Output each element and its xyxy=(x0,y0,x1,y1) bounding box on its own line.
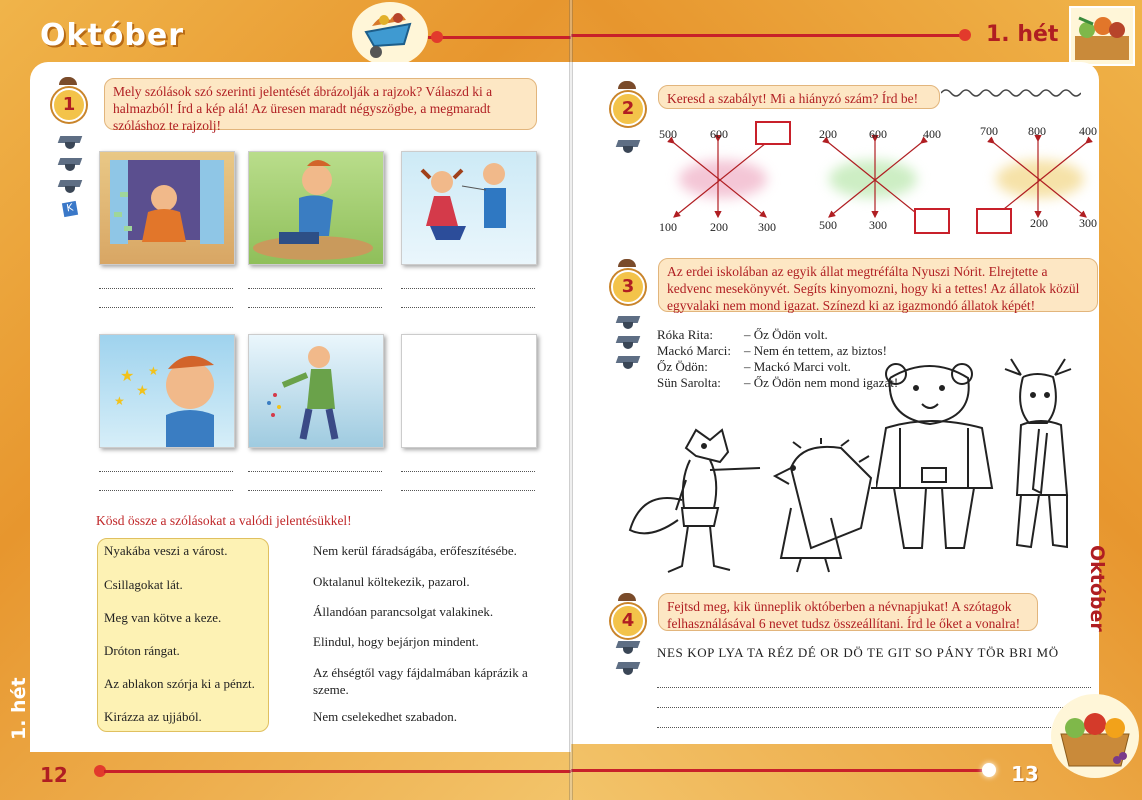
side-week-label: 1. hét xyxy=(8,677,30,740)
difficulty-cap-icon xyxy=(617,662,639,676)
page-title: Október xyxy=(40,18,185,53)
footer-rule-dot xyxy=(982,763,996,777)
owl-icon xyxy=(59,77,77,85)
wavy-line xyxy=(941,86,1081,100)
task-1-instruction xyxy=(104,78,537,133)
picture-boy-shaking-sleeve xyxy=(248,334,384,448)
phrase-item[interactable]: Dróton rángat. xyxy=(104,643,180,658)
k-badge-icon: K xyxy=(62,201,78,217)
footer-rule xyxy=(104,770,571,773)
phrase-item[interactable]: Az ablakon szórja ki a pénzt. xyxy=(104,676,255,691)
meaning-item[interactable]: Oktalanul költekezik, pazarol. xyxy=(313,574,470,589)
deer-drawing[interactable] xyxy=(1001,355,1096,555)
svg-text:★: ★ xyxy=(120,368,135,385)
name-answer-line[interactable] xyxy=(657,706,1091,708)
vegetable-basket-icon xyxy=(1069,6,1135,66)
difficulty-cap-icon xyxy=(59,180,81,194)
answer-line[interactable] xyxy=(99,470,233,472)
answer-line[interactable] xyxy=(99,489,233,491)
task-4-instruction-text: Fejtsd meg, kik ünneplik októberben a névnapjukat! A szótagok felhasználásával 6 nevet tudsz összeállítani. Írd le őket a vonalra! xyxy=(667,599,1021,631)
name-answer-line[interactable] xyxy=(657,726,1091,728)
statement-speaker: Sün Sarolta: xyxy=(657,375,721,390)
statement-speaker: Mackó Marci: xyxy=(657,343,732,358)
header-rule xyxy=(428,36,571,39)
task-3-instruction-text: Az erdei iskolában az egyik állat megtréfálta Nyuszi Nórit. Elrejtette a kedvenc mesekönyvét. Segíts kinyomozni, hogy ki a tettes! Az állatok közül egyvalaki nem mond igazat. Színezd ki az igazmondó állatok képét! xyxy=(667,264,1080,313)
phrase-item[interactable]: Kirázza az ujjából. xyxy=(104,709,202,724)
svg-text:★: ★ xyxy=(136,384,149,399)
right-page xyxy=(571,0,1142,800)
star-3-number: 400 xyxy=(1079,124,1097,138)
picture-girl-on-strings xyxy=(401,151,537,265)
wheelbarrow-icon xyxy=(352,2,428,66)
header-rule-dot xyxy=(431,31,443,43)
star-2-number: 600 xyxy=(869,127,887,141)
meaning-item[interactable]: Nem kerül fáradságába, erőfeszítésébe. xyxy=(313,543,517,558)
header-rule-dot xyxy=(959,29,971,41)
phrases-box xyxy=(97,538,269,732)
book-spine xyxy=(569,0,573,800)
difficulty-cap-icon xyxy=(59,158,81,172)
answer-line[interactable] xyxy=(248,489,382,491)
statement-quote: – Nem én tettem, az biztos! xyxy=(744,343,887,358)
picture-boy-sitting xyxy=(248,151,384,265)
star-2-answer-box[interactable] xyxy=(914,208,950,234)
star-1-answer-box[interactable] xyxy=(755,121,791,145)
matching-heading: Kösd össze a szólásokat a valódi jelentésükkel! xyxy=(96,513,352,528)
owl-icon xyxy=(618,81,636,89)
star-1-number: 500 xyxy=(659,127,677,141)
answer-line[interactable] xyxy=(99,287,233,289)
answer-line[interactable] xyxy=(401,489,535,491)
star-3-answer-box[interactable] xyxy=(976,208,1012,234)
meaning-item[interactable]: Az éhségtől vagy fájdalmában káprázik a szeme. xyxy=(313,665,528,697)
statement-speaker: Róka Rita: xyxy=(657,327,713,342)
task-3-number: 3 xyxy=(611,270,645,304)
svg-text:★: ★ xyxy=(114,394,125,408)
hedgehog-drawing[interactable] xyxy=(771,438,881,578)
meaning-item[interactable]: Nem cselekedhet szabadon. xyxy=(313,709,458,724)
star-2-number: 500 xyxy=(819,218,837,232)
statement-speaker: Őz Ödön: xyxy=(657,359,708,374)
task-4-number: 4 xyxy=(611,604,645,638)
star-3-number: 300 xyxy=(1079,216,1097,230)
task-2-instruction xyxy=(658,85,940,109)
difficulty-cap-icon xyxy=(617,316,639,330)
meaning-item[interactable]: Elindul, hogy bejárjon mindent. xyxy=(313,634,479,649)
difficulty-cap-icon xyxy=(59,136,81,150)
svg-text:★: ★ xyxy=(148,364,159,378)
difficulty-cap-icon xyxy=(617,336,639,350)
footer-rule xyxy=(571,769,986,772)
empty-drawing-box[interactable] xyxy=(401,334,537,448)
star-1-number: 600 xyxy=(710,127,728,141)
phrase-item[interactable]: Csillagokat lát. xyxy=(104,577,183,592)
star-2-number: 300 xyxy=(869,218,887,232)
fox-drawing[interactable] xyxy=(626,420,771,580)
task-3-instruction xyxy=(658,258,1098,312)
picture-window-money xyxy=(99,151,235,265)
difficulty-cap-icon xyxy=(617,641,639,655)
task-1-instruction-text: Mely szólások szó szerinti jelentését ábrázolják a rajzok? Válaszd ki a halmazból! Írd a kép alá! Az üresen maradt négyszögbe, a megmaradt szóláshoz te rajzolj! xyxy=(113,84,493,133)
owl-icon xyxy=(618,593,636,601)
phrase-item[interactable]: Meg van kötve a keze. xyxy=(104,610,222,625)
answer-line[interactable] xyxy=(248,287,382,289)
star-3-number: 700 xyxy=(980,124,998,138)
phrase-item[interactable]: Nyakába veszi a várost. xyxy=(104,543,228,558)
star-1-number: 300 xyxy=(758,220,776,234)
syllables: NES KOP LYA TA RÉZ DÉ OR DÖ TE GIT SO PÁNY TÖR BRI MÖ xyxy=(657,645,1059,660)
task-4-instruction xyxy=(658,593,1038,631)
task-2-instruction-text: Keresd a szabályt! Mi a hiányzó szám? Írd be! xyxy=(667,91,919,106)
page-number: 12 xyxy=(40,763,68,787)
owl-icon xyxy=(618,259,636,267)
star-1-number: 200 xyxy=(710,220,728,234)
answer-line[interactable] xyxy=(248,306,382,308)
statement-quote: – Őz Ödön nem mond igazat! xyxy=(744,375,899,390)
difficulty-cap-icon xyxy=(617,140,639,154)
star-1-number: 100 xyxy=(659,220,677,234)
task-1-number: 1 xyxy=(52,88,86,122)
difficulty-cap-icon xyxy=(617,356,639,370)
side-month-label: Október xyxy=(1086,545,1108,632)
meaning-item[interactable]: Állandóan parancsolgat valakinek. xyxy=(313,604,494,619)
week-title: 1. hét xyxy=(986,22,1059,47)
task-2-number: 2 xyxy=(611,92,645,126)
answer-line[interactable] xyxy=(401,306,535,308)
answer-line[interactable] xyxy=(401,470,535,472)
statement-quote: – Mackó Marci volt. xyxy=(744,359,851,374)
picture-seeing-stars xyxy=(99,334,235,448)
answer-line[interactable] xyxy=(248,470,382,472)
answer-line[interactable] xyxy=(401,287,535,289)
star-3-number: 800 xyxy=(1028,124,1046,138)
star-2-number: 400 xyxy=(923,127,941,141)
star-1-arrows xyxy=(666,135,776,225)
statement-quote: – Őz Ödön volt. xyxy=(744,327,828,342)
fruit-basket-icon xyxy=(1051,694,1139,778)
star-3-number: 200 xyxy=(1030,216,1048,230)
page-number: 13 xyxy=(1011,762,1039,786)
bear-drawing[interactable] xyxy=(876,358,996,568)
answer-line[interactable] xyxy=(99,306,233,308)
star-2-number: 200 xyxy=(819,127,837,141)
header-rule xyxy=(571,34,963,37)
name-answer-line[interactable] xyxy=(657,686,1091,688)
